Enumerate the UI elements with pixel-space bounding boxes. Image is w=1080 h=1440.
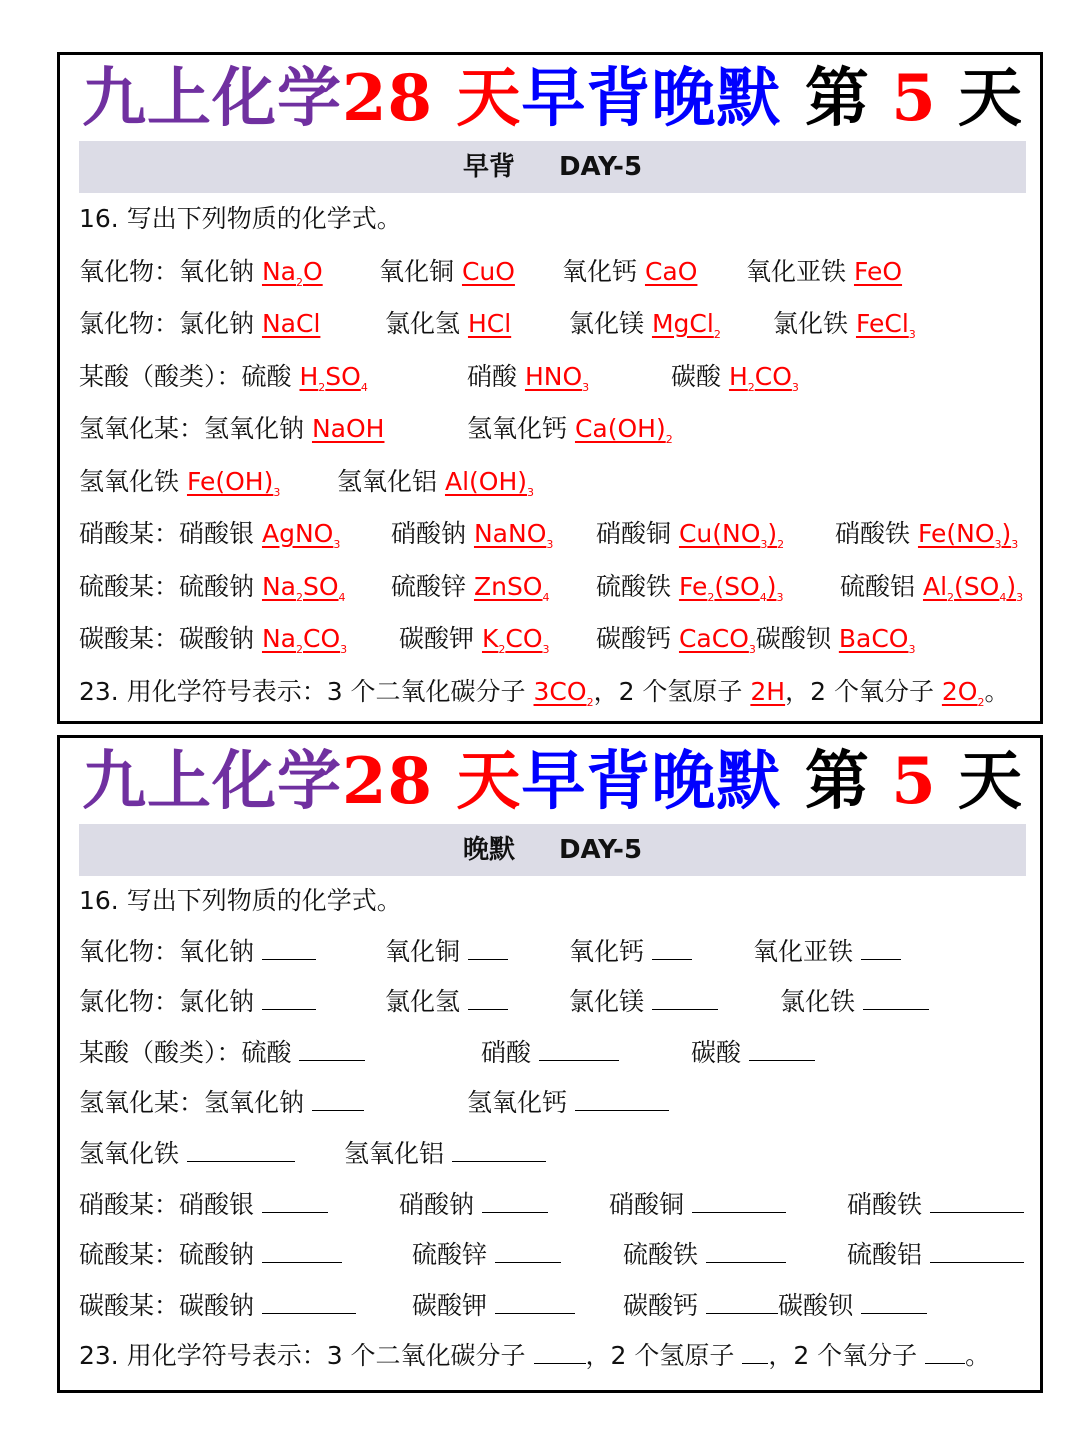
answer-h2so4: $H_2SO_4$ bbox=[299, 361, 368, 394]
answer-blank[interactable] bbox=[706, 1283, 778, 1314]
answer-blank[interactable] bbox=[652, 929, 692, 960]
answer-blank[interactable] bbox=[187, 1131, 295, 1162]
answer-blank[interactable] bbox=[482, 1182, 548, 1213]
answer-blank[interactable] bbox=[495, 1232, 561, 1263]
answer-blank[interactable] bbox=[262, 1232, 342, 1263]
answer-caoh2: $Ca(OH)_2$ bbox=[574, 414, 673, 446]
answer-al2so43: $Al_2(SO_4)_3$ bbox=[922, 571, 1024, 604]
card-title bbox=[60, 55, 1040, 141]
title-day: 第 5 天 bbox=[804, 744, 1022, 819]
answer-fecl3: FeCl$_3$ bbox=[855, 309, 916, 341]
row-sulfates: 硫酸某：硫酸钠 硫酸锌 硫酸铁 硫酸铝 bbox=[79, 1230, 1040, 1281]
answer-mgcl2: MgCl$_2$ bbox=[651, 309, 721, 341]
row-chlorides: 氯化物：氯化钠 NaCl 氯化氢 HCl 氯化镁 MgCl$_2$ 氯化铁 FeCl$_3$ bbox=[79, 309, 916, 341]
answer-blank[interactable] bbox=[925, 1333, 965, 1364]
answer-feno33: $Fe(NO_3)_3$ bbox=[917, 519, 1019, 551]
answer-blank[interactable] bbox=[539, 1030, 619, 1061]
answer-blank[interactable] bbox=[861, 1283, 927, 1314]
section-band: 晚默 DAY-5 bbox=[79, 824, 1026, 876]
answer-blank[interactable] bbox=[930, 1232, 1024, 1263]
q16-heading: 16. 写出下列物质的化学式。 bbox=[79, 886, 402, 915]
answer-znso4: ZnSO$_4$ bbox=[473, 571, 550, 604]
answer-blank[interactable] bbox=[861, 929, 901, 960]
card-title bbox=[60, 738, 1040, 824]
answer-nano3: NaNO$_3$ bbox=[473, 519, 554, 551]
answer-fe2so43: $Fe_2(SO_4)_3$ bbox=[678, 571, 784, 604]
evening-dictation-card bbox=[57, 735, 1043, 1393]
q23-row: 23. 用化学符号表示：3 个二氧化碳分子 $3CO_2$，2 个氢原子 2H，2 个氧分子 $2O_2$。 bbox=[79, 676, 1010, 709]
answer-blank[interactable] bbox=[742, 1333, 768, 1364]
answer-cuno32: $Cu(NO_3)_2$ bbox=[678, 519, 785, 551]
answer-baco3: BaCO$_3$ bbox=[838, 624, 916, 656]
answer-blank[interactable] bbox=[930, 1182, 1024, 1213]
row-sulfates: 硫酸某：硫酸钠 $Na_2SO_4$ 硫酸锌 ZnSO$_4$ 硫酸铁 $Fe_2(SO_4)_3$ 硫酸铝 $Al_2(SO_4)_3$ bbox=[79, 571, 1024, 604]
title-day: 第 5 天 bbox=[804, 61, 1022, 136]
section-band: 早背 DAY-5 bbox=[79, 141, 1026, 193]
row-carbonates: 碳酸某：碳酸钠 碳酸钾 碳酸钙 碳酸钡 bbox=[79, 1281, 1040, 1332]
answer-na2o: $Na_2O$ bbox=[261, 256, 323, 289]
answer-2o2: $2O_2$ bbox=[941, 676, 985, 709]
answer-blank[interactable] bbox=[495, 1283, 575, 1314]
answer-3co2: $3CO_2$ bbox=[533, 676, 594, 709]
answer-blank[interactable] bbox=[652, 979, 718, 1010]
answer-blank[interactable] bbox=[299, 1030, 365, 1061]
answer-blank[interactable] bbox=[262, 1283, 356, 1314]
row-nitrates: 硝酸某：硝酸银 硝酸钠 硝酸铜 硝酸铁 bbox=[79, 1180, 1040, 1231]
answer-blank[interactable] bbox=[262, 1182, 328, 1213]
row-bases-1: 氢氧化某：氢氧化钠 NaOH 氢氧化钙 $Ca(OH)_2$ bbox=[79, 414, 673, 446]
answer-blank[interactable] bbox=[692, 1182, 786, 1213]
answer-na2so4: $Na_2SO_4$ bbox=[261, 571, 346, 604]
answer-nacl: NaCl bbox=[261, 309, 321, 338]
answer-cuo: CuO bbox=[461, 256, 515, 286]
answer-aloh3: $Al(OH)_3$ bbox=[444, 466, 534, 499]
answer-blank[interactable] bbox=[863, 979, 929, 1010]
answer-blank[interactable] bbox=[575, 1080, 669, 1111]
answer-hcl: HCl bbox=[467, 309, 512, 338]
row-oxides: 氧化物：氧化钠 氧化铜 氧化钙 氧化亚铁 bbox=[79, 927, 1040, 978]
row-carbonates: 碳酸某：碳酸钠 $Na_2CO_3$ 碳酸钾 $K_2CO_3$ 碳酸钙 CaCO$_3$碳酸钡 BaCO$_3$ bbox=[79, 624, 916, 656]
row-acids: 某酸（酸类）：硫酸 硝酸 碳酸 bbox=[79, 1028, 1040, 1079]
row-oxides: 氧化物：氧化钠 $Na_2O$ 氧化铜 CuO 氧化钙 CaO 氧化亚铁 FeO bbox=[79, 256, 903, 289]
answer-2h: 2H bbox=[750, 676, 786, 706]
row-nitrates: 硝酸某：硝酸银 AgNO$_3$ 硝酸钠 NaNO$_3$ 硝酸铜 $Cu(NO_3)_2$ 硝酸铁 $Fe(NO_3)_3$ bbox=[79, 519, 1019, 551]
answer-blank[interactable] bbox=[452, 1131, 546, 1162]
answer-blank[interactable] bbox=[262, 979, 316, 1010]
q16-heading: 16. 写出下列物质的化学式。 bbox=[79, 204, 402, 233]
answer-blank[interactable] bbox=[534, 1333, 586, 1364]
morning-recite-card bbox=[57, 52, 1043, 724]
answer-k2co3: $K_2CO_3$ bbox=[481, 624, 550, 656]
title-main: 九上化学28 天早背晚默 bbox=[82, 744, 782, 819]
answer-naoh: NaOH bbox=[311, 414, 385, 443]
row-acids: 某酸（酸类）：硫酸 $H_2SO_4$ 硝酸 $HNO_3$ 碳酸 $H_2CO_3$ bbox=[79, 361, 799, 394]
answer-blank[interactable] bbox=[262, 929, 316, 960]
answer-blank[interactable] bbox=[312, 1080, 364, 1111]
answer-caco3: CaCO$_3$ bbox=[678, 624, 756, 656]
title-main: 九上化学28 天早背晚默 bbox=[82, 61, 782, 136]
answer-blank[interactable] bbox=[706, 1232, 786, 1263]
answer-blank[interactable] bbox=[468, 929, 508, 960]
row-bases-2: 氢氧化铁 $Fe(OH)_3$ 氢氧化铝 $Al(OH)_3$ bbox=[79, 466, 534, 499]
row-chlorides: 氯化物：氯化钠 氯化氢 氯化镁 氯化铁 bbox=[79, 977, 1040, 1028]
row-bases-2: 氢氧化铁 氢氧化铝 bbox=[79, 1129, 1040, 1180]
answer-h2co3: $H_2CO_3$ bbox=[728, 361, 799, 394]
answer-feo: FeO bbox=[853, 256, 903, 286]
q23-row: 23. 用化学符号表示：3 个二氧化碳分子 ，2 个氢原子 ，2 个氧分子 。 bbox=[79, 1331, 1040, 1382]
row-bases-1: 氢氧化某：氢氧化钠 氢氧化钙 bbox=[79, 1078, 1040, 1129]
answer-hno3: $HNO_3$ bbox=[524, 361, 590, 394]
answer-na2co3: $Na_2CO_3$ bbox=[261, 624, 348, 656]
answer-feoh3: $Fe(OH)_3$ bbox=[186, 466, 281, 499]
question-list bbox=[60, 193, 1040, 718]
answer-cao: CaO bbox=[644, 256, 698, 286]
question-list bbox=[60, 876, 1040, 1382]
answer-blank[interactable] bbox=[468, 979, 508, 1010]
answer-agno3: AgNO$_3$ bbox=[261, 519, 341, 551]
answer-blank[interactable] bbox=[749, 1030, 815, 1061]
